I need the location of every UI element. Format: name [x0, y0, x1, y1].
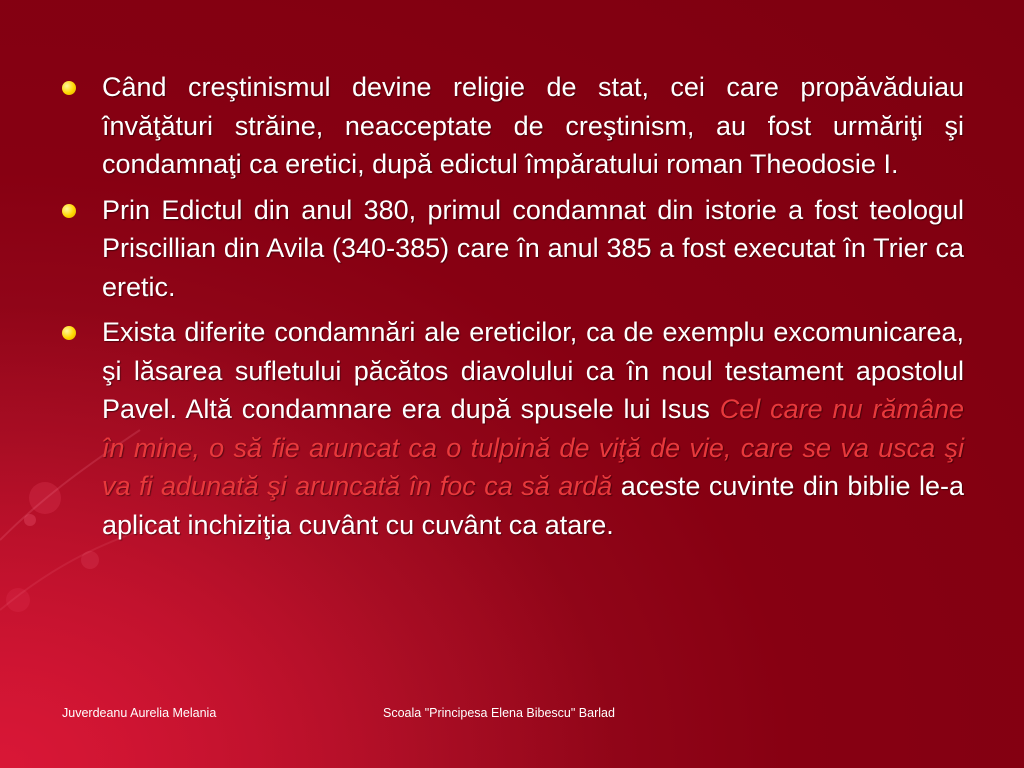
bullet-item [60, 191, 964, 307]
footer-school: Scoala "Principesa Elena Bibescu" Barlad [383, 706, 615, 720]
bullet-item [60, 68, 964, 184]
bullet-dot-icon [62, 81, 76, 95]
bullet-item [60, 313, 964, 544]
footer-author: Juverdeanu Aurelia Melania [62, 706, 217, 720]
bullet-text: Când creştinismul devine religie de stat, cei care propăvăduiau învăţături străine, neacceptate de creştinism, au fost urmăriţi şi condamnaţi ca eretici, după edictul împăratului roman Theodosie I. [102, 72, 964, 179]
bible-quote: Cel care nu rămâne în mine, o să fie aruncat ca o tulpină de viţă de vie, care se va usca şi va fi adunată şi aruncată în foc ca să ardă [102, 394, 964, 501]
bullet-text: aceste cuvinte din biblie le-a aplicat inchiziţia cuvânt cu cuvânt ca atare. [102, 471, 964, 540]
bullet-list [60, 68, 964, 544]
bullet-text: Prin Edictul din anul 380, primul condamnat din istorie a fost teologul Priscillian din Avila (340-385) care în anul 385 a fost executat în Trier ca eretic. [102, 194, 964, 302]
slide-content [60, 68, 964, 551]
bullet-dot-icon [62, 326, 76, 340]
bullet-text: Exista diferite condamnări ale ereticilor, ca de exemplu excomunicarea, şi lăsarea sufletului păcătos diavolului ca în noul testament apostolul Pavel. Altă condamnare era după spusele lui Isus [102, 317, 964, 424]
bullet-dot-icon [62, 204, 76, 218]
